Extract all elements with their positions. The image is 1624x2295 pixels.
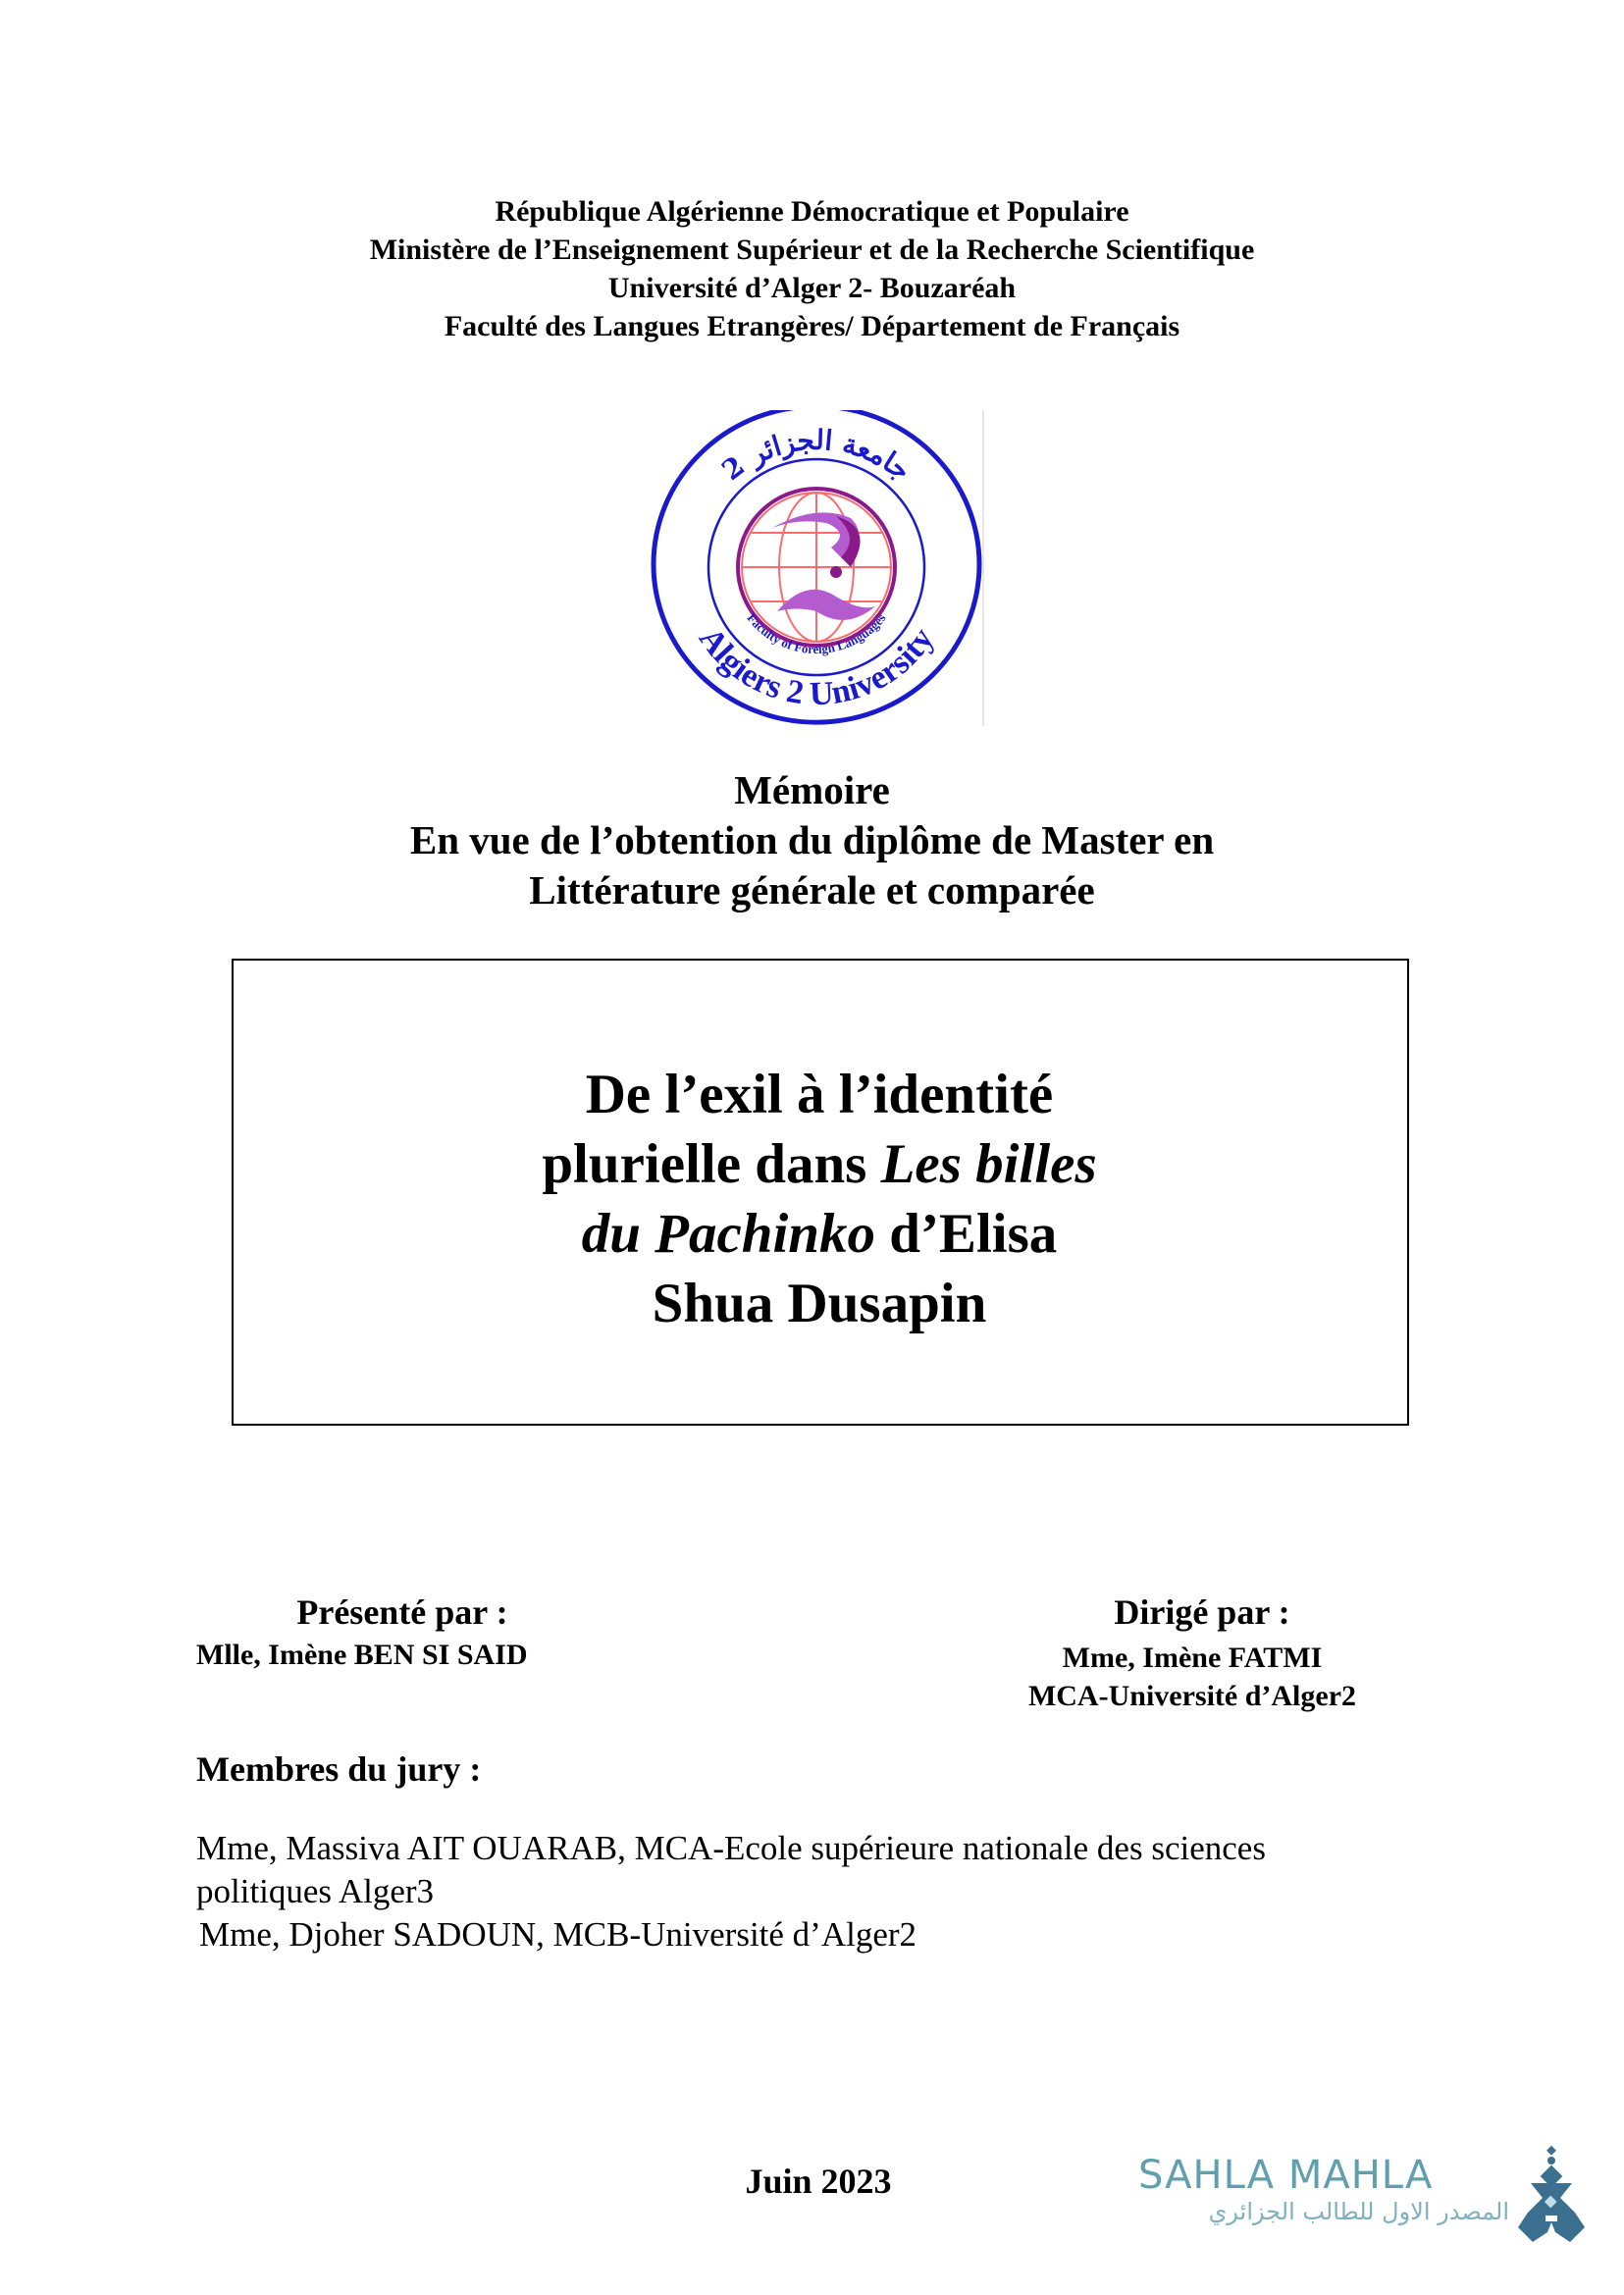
title-book-italic: du Pachinko — [581, 1203, 875, 1265]
logo-arabic-text: جامعة الجزائر 2 — [715, 423, 917, 488]
title-book-italic: Les billes — [880, 1133, 1097, 1195]
svg-text:جامعة الجزائر 2 — [715, 424, 917, 488]
directed-by-label: Dirigé par : — [1114, 1592, 1290, 1632]
header-line: République Algérienne Démocratique et Populaire — [495, 195, 1129, 228]
memoire-label: Mémoire — [734, 767, 890, 812]
title-text: De l’exil à l’identité — [585, 1064, 1054, 1125]
university-logo — [650, 410, 985, 726]
header-line: Faculté des Langues Etrangères/ Département de Français — [444, 310, 1180, 342]
title-text: d’Elisa — [875, 1203, 1058, 1265]
jury-member: Mme, Massiva AIT OUARAB, MCA-Ecole supérieure nationale des sciences — [196, 1829, 1266, 1867]
header-line: Ministère de l’Enseignement Supérieur et de la Recherche Scientifique — [369, 234, 1255, 266]
jury-label: Membres du jury : — [196, 1749, 482, 1789]
memoire-line: Littérature générale et comparée — [529, 867, 1095, 913]
logo-faculty-text: Faculty of Foreign Languages — [744, 610, 889, 657]
thesis-title — [232, 1060, 1407, 1338]
header-line: Université d’Alger 2- Bouzaréah — [607, 272, 1017, 304]
memoire-line: En vue de l’obtention du diplôme de Master en — [409, 817, 1215, 862]
logo-english-text: Algiers 2 University — [691, 621, 942, 713]
supervisor-affiliation: MCA-Université d’Alger2 — [1027, 1680, 1357, 1712]
student-name: Mlle, Imène BEN SI SAID — [196, 1639, 528, 1671]
watermark-tagline: المصدر الاول للطالب الجزائري — [1208, 2198, 1509, 2225]
watermark-brand: SAHLA MAHLA — [1138, 2153, 1434, 2198]
supervisor-name: Mme, Imène FATMI — [1062, 1642, 1323, 1674]
memoire-block — [0, 765, 1624, 915]
presented-by-label: Présenté par : — [296, 1592, 508, 1632]
date: Juin 2023 — [745, 2162, 892, 2201]
jury-list — [196, 1827, 1266, 1956]
jury-member: politiques Alger3 — [196, 1872, 435, 1910]
jury-member: Mme, Djoher SADOUN, MCB-Université d’Alger2 — [199, 1915, 917, 1954]
supervisor-block — [981, 1639, 1403, 1715]
title-text: Shua Dusapin — [652, 1273, 987, 1334]
watermark-emblem-icon — [1516, 2139, 1590, 2247]
institution-header — [0, 192, 1624, 345]
title-text: plurielle dans — [542, 1133, 881, 1195]
sahla-mahla-watermark — [1138, 2139, 1590, 2247]
